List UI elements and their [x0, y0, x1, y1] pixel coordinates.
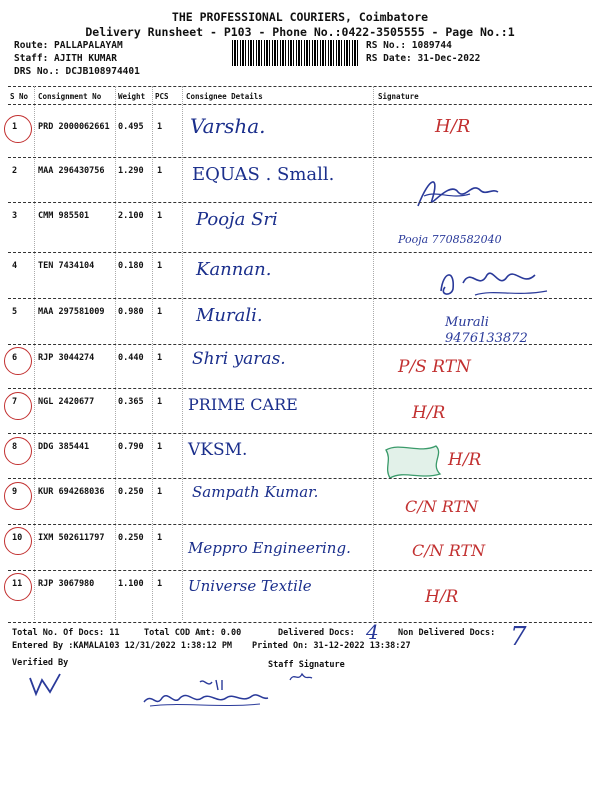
row-divider: [8, 433, 592, 434]
signature-mark: C/N RTN: [405, 497, 479, 516]
col-pcs: PCS: [155, 92, 169, 101]
row-circle-mark: [4, 482, 32, 510]
row-sno: 4: [12, 261, 18, 271]
consignee-handwriting: Kannan.: [196, 259, 272, 280]
delivered-count-handwriting: 4: [366, 620, 379, 644]
consignee-handwriting: VKSM.: [188, 440, 248, 460]
row-divider: [8, 157, 592, 158]
row-divider: [8, 388, 592, 389]
row-pcs: 1: [157, 579, 163, 589]
row-pcs: 1: [157, 261, 163, 271]
row-consignment: MAA 297581009: [38, 307, 105, 317]
row-consignment: MAA 296430756: [38, 166, 105, 176]
row-sno: 9: [12, 487, 18, 497]
row-consignment: NGL 2420677: [38, 397, 95, 407]
row-sno: 1: [12, 122, 18, 132]
col-divider: [373, 86, 374, 620]
scribble-signature: [435, 261, 555, 301]
staff-signature-label: Staff Signature: [268, 660, 345, 670]
row-consignment: CMM 985501: [38, 211, 90, 221]
signature-mark: Pooja 7708582040: [398, 233, 502, 246]
row-consignment: RJP 3044274: [38, 353, 95, 363]
row-divider: [8, 202, 592, 203]
rs-number: RS No.: 1089744: [366, 40, 452, 51]
row-sno: 6: [12, 353, 18, 363]
row-weight: 0.250: [118, 487, 144, 497]
row-weight: 0.495: [118, 122, 144, 132]
col-divider: [34, 86, 35, 620]
row-circle-mark: [4, 115, 32, 143]
header-top-rule: [8, 86, 592, 87]
rs-date: RS Date: 31-Dec-2022: [366, 53, 481, 64]
col-consignee: Consignee Details: [186, 92, 263, 101]
row-weight: 1.290: [118, 166, 144, 176]
signature-mark: H/R: [412, 403, 446, 423]
table-bottom-rule: [8, 622, 592, 623]
row-circle-mark: [4, 573, 32, 601]
col-divider: [182, 86, 183, 620]
row-sno: 8: [12, 442, 18, 452]
row-sno: 5: [12, 307, 18, 317]
row-circle-mark: [4, 527, 32, 555]
signature-mark: P/S RTN: [398, 357, 471, 377]
col-consignment: Consignment No: [38, 92, 102, 101]
header-bottom-rule: [8, 104, 592, 105]
signature-mark: Murali 9476133872: [445, 315, 528, 346]
row-divider: [8, 570, 592, 571]
row-pcs: 1: [157, 353, 163, 363]
row-weight: 0.365: [118, 397, 144, 407]
row-pcs: 1: [157, 487, 163, 497]
company-title: THE PROFESSIONAL COURIERS, Coimbatore: [171, 10, 429, 24]
row-divider: [8, 344, 592, 345]
col-signature: Signature: [378, 92, 419, 101]
total-docs: Total No. Of Docs: 11: [12, 628, 120, 638]
staff-signature-mark: [288, 670, 314, 684]
row-pcs: 1: [157, 211, 163, 221]
entered-by: Entered By :KAMALA103 12/31/2022 1:38:12 PM: [12, 641, 233, 651]
row-consignment: TEN 7434104: [38, 261, 95, 271]
row-pcs: 1: [157, 533, 163, 543]
consignee-handwriting: Murali.: [196, 305, 263, 326]
col-sno: S No: [10, 92, 29, 101]
signature-mark: H/R: [448, 450, 482, 470]
row-circle-mark: [4, 392, 32, 420]
row-weight: 1.100: [118, 579, 144, 589]
row-sno: 3: [12, 211, 18, 221]
row-divider: [8, 524, 592, 525]
row-pcs: 1: [157, 307, 163, 317]
verified-signature: [26, 670, 66, 698]
signature-mark: H/R: [425, 587, 459, 607]
row-pcs: 1: [157, 122, 163, 132]
row-divider: [8, 478, 592, 479]
row-weight: 0.250: [118, 533, 144, 543]
row-pcs: 1: [157, 166, 163, 176]
runsheet-subtitle: Delivery Runsheet - P103 - Phone No.:0422-3505555 - Page No.:1: [85, 25, 515, 39]
row-pcs: 1: [157, 397, 163, 407]
row-sno: 2: [12, 166, 18, 176]
col-divider: [115, 86, 116, 620]
printed-on: Printed On: 31-12-2022 13:38:27: [252, 641, 411, 651]
row-divider: [8, 298, 592, 299]
consignee-handwriting: PRIME CARE: [188, 395, 298, 414]
non-delivered-count-handwriting: 7: [510, 622, 527, 652]
consignee-handwriting: Varsha.: [190, 114, 266, 138]
row-consignment: RJP 3067980: [38, 579, 95, 589]
route-label: Route: PALLAPALAYAM: [14, 40, 123, 51]
row-weight: 0.440: [118, 353, 144, 363]
row-circle-mark: [4, 347, 32, 375]
row-consignment: IXM 502611797: [38, 533, 105, 543]
row-divider: [8, 252, 592, 253]
row-circle-mark: [4, 437, 32, 465]
scribble-signature: [410, 170, 500, 214]
drs-number: DRS No.: DCJB108974401: [14, 66, 140, 77]
delivered-docs: Delivered Docs:: [278, 628, 355, 638]
staff-signature: [140, 676, 270, 712]
consignee-handwriting: Sampath Kumar.: [192, 483, 319, 501]
row-sno: 11: [12, 579, 23, 589]
row-weight: 0.790: [118, 442, 144, 452]
signature-mark: H/R: [435, 116, 471, 137]
col-divider: [152, 86, 153, 620]
non-delivered-docs: Non Delivered Docs:: [398, 628, 496, 638]
verified-by-label: Verified By: [12, 658, 69, 668]
barcode: [232, 40, 360, 66]
consignee-handwriting: EQUAS . Small.: [192, 164, 335, 185]
row-sno: 7: [12, 397, 18, 407]
consignee-handwriting: Pooja Sri: [196, 209, 278, 230]
staff-label: Staff: AJITH KUMAR: [14, 53, 117, 64]
total-cod: Total COD Amt: 0.00: [144, 628, 242, 638]
row-weight: 2.100: [118, 211, 144, 221]
consignee-handwriting: Meppro Engineering.: [188, 539, 351, 557]
row-consignment: KUR 694268036: [38, 487, 105, 497]
row-sno: 10: [12, 533, 23, 543]
row-weight: 0.180: [118, 261, 144, 271]
row-weight: 0.980: [118, 307, 144, 317]
consignee-handwriting: Shri yaras.: [192, 349, 286, 369]
row-consignment: DDG 385441: [38, 442, 90, 452]
signature-mark: C/N RTN: [412, 541, 486, 560]
row-consignment: PRD 2000062661: [38, 122, 110, 132]
col-weight: Weight: [118, 92, 146, 101]
row-pcs: 1: [157, 442, 163, 452]
consignee-handwriting: Universe Textile: [188, 577, 312, 595]
